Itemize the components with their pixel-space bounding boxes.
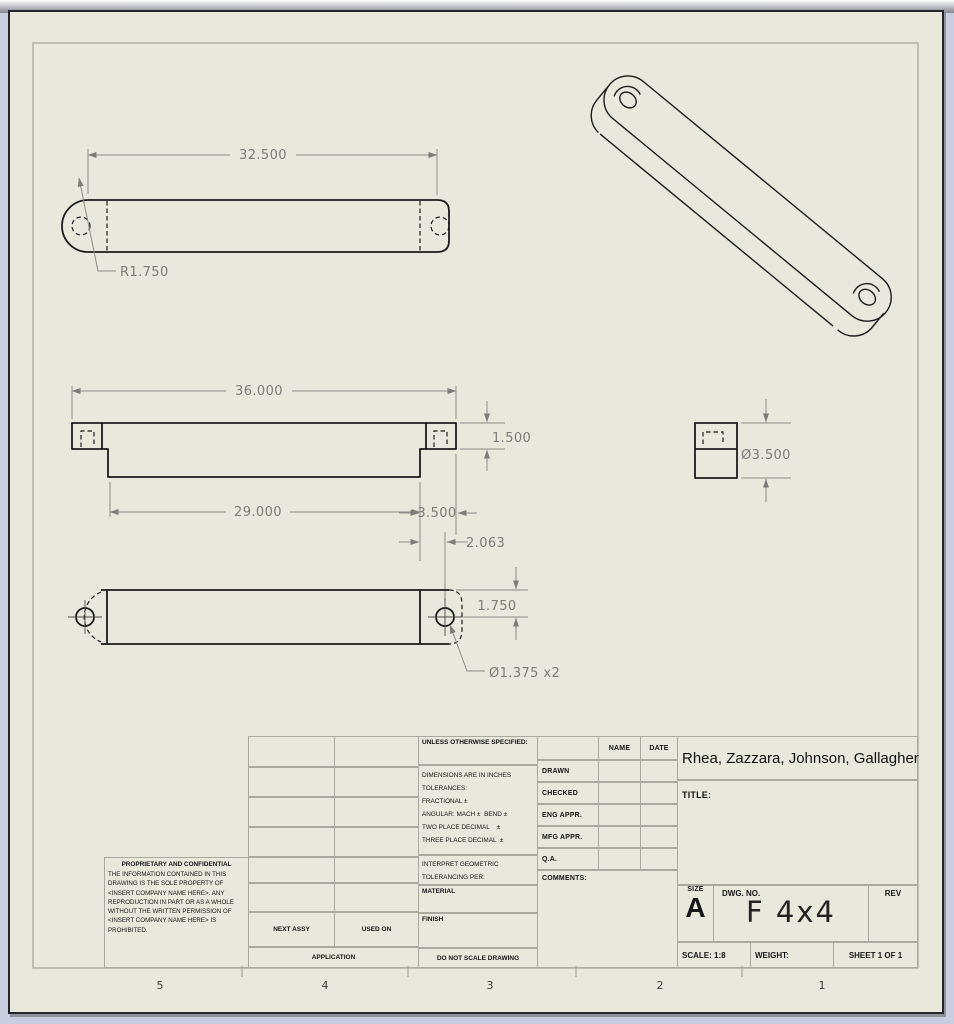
size-value: A [685,892,706,923]
dim-hole-offset: 2.063 [466,536,506,551]
tolerance-line: TWO PLACE DECIMAL ± [422,824,501,831]
grid-cell [248,857,335,883]
side-view [695,399,791,502]
title-cell [677,780,918,885]
next-assy-cell [248,912,335,947]
name-cell [598,804,641,826]
finish-label: FINISH [422,916,444,923]
isometric-view [581,66,901,346]
top-view [62,148,449,280]
used-on-label: USED ON [361,926,392,933]
authors-cell [677,736,918,780]
grid-cell [248,883,335,912]
dim-hole-from-edge: 1.750 [477,599,517,614]
tolerance-line: THREE PLACE DECIMAL ± [422,837,504,844]
date-cell [640,804,678,826]
size-cell [677,885,714,942]
zone-label: 1 [818,979,826,992]
dim-front-overall: 36.000 [235,384,283,399]
approval-row-label: MFG APPR. [542,833,583,841]
grid-cell [334,797,419,827]
name-cell [598,848,641,870]
approval-corner-cell [537,736,599,760]
application-cell [248,947,419,968]
name-cell [598,826,641,848]
approval-row-label: ENG APPR. [542,811,583,819]
grid-cell [248,736,335,767]
spec-header-cell [418,736,538,765]
approval-row-eng [537,804,599,826]
grid-cell [334,827,419,857]
grid-cell [334,883,419,912]
dim-front-end: 3.500 [417,506,457,521]
approval-row-qa [537,848,599,870]
used-on-cell [334,912,419,947]
date-header-cell [640,736,678,760]
do-not-scale-cell [418,948,538,968]
date-cell [640,848,678,870]
spec-header-label: UNLESS OTHERWISE SPECIFIED: [422,739,528,746]
size-label: SIZE [687,886,704,893]
dim-front-height: 1.500 [492,431,532,446]
tolerance-line: DIMENSIONS ARE IN INCHES [422,772,512,779]
name-cell [598,760,641,782]
rev-cell [868,885,918,942]
tolerance-line: FRACTIONAL ± [422,798,468,805]
zone-label: 2 [656,979,664,992]
date-cell [640,760,678,782]
material-label: MATERIAL [422,888,456,895]
date-header-label: DATE [649,744,669,752]
sheet-text: SHEET 1 OF 1 [848,950,903,960]
dim-hole-dia: Ø1.375 x2 [489,666,561,681]
weight-label: WEIGHT: [755,950,789,960]
interpret-line: TOLERANCING PER: [422,874,485,881]
tolerance-line: ANGULAR: MACH ± BEND ± [422,811,508,818]
dwg-no-cell [713,885,869,942]
rev-label: REV [884,889,902,898]
scale-text: SCALE: 1:8 [682,950,726,960]
zone-label: 3 [486,979,494,992]
grid-cell [334,857,419,883]
zone-strip [157,966,826,992]
grid-cell [248,827,335,857]
dim-front-inner: 29.000 [234,505,282,520]
comments-cell [537,870,678,968]
comments-label: COMMENTS: [542,875,587,882]
application-label: APPLICATION [311,954,356,961]
authors-text: Rhea, Zazzara, Johnson, Gallagher [682,749,919,767]
title-label: TITLE: [682,790,712,800]
dim-top-length: 32.500 [239,148,287,163]
dwg-no-value: F 4x4 [746,895,836,929]
approval-row-checked [537,782,599,804]
grid-cell [248,767,335,797]
material-cell [418,885,538,913]
approval-row-mfg [537,826,599,848]
interpret-line: INTERPRET GEOMETRIC [422,861,499,868]
next-assy-label: NEXT ASSY [273,926,310,933]
name-cell [598,782,641,804]
proprietary-title: PROPRIETARY AND CONFIDENTIAL [121,861,232,868]
proprietary-text: THE INFORMATION CONTAINED IN THIS DRAWING IS THE SOLE PROPERTY OF <INSERT COMPANY NAME HERE>. ANY REPRODUCTION IN PART OR AS A WHOLE WITHOUT THE WRITTEN PERMISSION OF <INSERT COMPANY NAME HERE> IS PROHIBITED. [108,871,234,934]
sheet-cell [833,942,918,968]
approval-row-label: CHECKED [542,789,579,797]
grid-cell [248,797,335,827]
dim-boss-dia: Ø3.500 [741,448,791,463]
approval-row-label: DRAWN [542,767,570,775]
zone-label: 5 [156,979,164,992]
grid-cell [334,736,419,767]
tolerance-line: TOLERANCES: [422,785,467,792]
finish-cell [418,913,538,948]
tolerances-cell [418,765,538,855]
approval-row-label: Q.A. [542,855,558,863]
dim-end-radius: R1.750 [120,265,169,280]
date-cell [640,826,678,848]
dwg-no-label: DWG. NO. [722,889,761,898]
front-view [72,384,531,600]
scale-cell [677,942,751,968]
do-not-scale-label: DO NOT SCALE DRAWING [436,954,520,962]
weight-cell [750,942,834,968]
zone-label: 4 [321,979,329,992]
name-header-label: NAME [608,744,631,752]
approval-row-drawn [537,760,599,782]
date-cell [640,782,678,804]
proprietary-cell [104,857,249,968]
name-header-cell [598,736,641,760]
interpret-cell [418,855,538,885]
bottom-view [68,567,560,681]
grid-cell [334,767,419,797]
